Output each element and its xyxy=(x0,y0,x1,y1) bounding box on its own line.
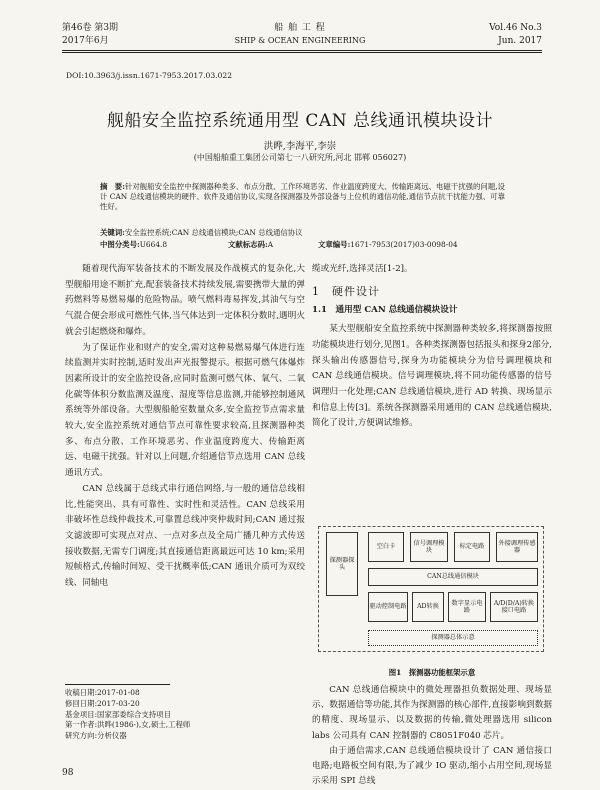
paragraph: CAN 总线通信模块中的微处理器担负数据处理、现场显示、数据通信等功能,其作为探测器的核心部件,直接影响到数据的精度、现场显示、以及数据的传输,微处理器选用 silicon labs 公司具有 CAN 控制器的 C8051F040 芯片。 xyxy=(312,685,552,741)
keywords-text: 安全监控系统;CAN 总线通信模块;CAN 总线通信协议 xyxy=(124,228,303,237)
paragraph: 缆或光纤,选择灵活[1-2]。 xyxy=(312,264,413,274)
keywords xyxy=(100,228,505,238)
figure-1 xyxy=(312,520,552,670)
article-number xyxy=(318,240,458,250)
fund-project: 基金项目:国家部委综合支持项目 xyxy=(65,709,171,719)
footnotes xyxy=(65,688,305,742)
date-en: Jun. 2017 xyxy=(498,36,542,46)
authors: 洪晔,李海平,李崇 xyxy=(263,141,337,152)
article-title: 舰船安全监控系统通用型 CAN 总线通讯模块设计 xyxy=(107,111,493,131)
paragraph: CAN 总线属于总线式串行通信网络,与一般的通信总线相比,性能突出、具有可靠性、实时性和灵活性。CAN 总线采用非破坏性总线仲裁技术,可靠置总线冲突仲裁时间;CAN 通过报文滤波即可实现点对点、一点对多点及全局广播几种方式传送接收数据,无需专门调度;其直接通信距离最远可达 10 km;采用短帧格式,传输时间短、受干扰概率低;CAN 通讯介质可为双绞线、同轴电 xyxy=(65,483,305,589)
paragraph: 为了保证作业和财产的安全,需对这种易燃易爆气体进行连续监测并实时控制,适时发出声光报警提示。根据可燃气体爆炸因素所设计的安全监控设备,应同时监测可燃气体、氧气、二氧化碳等体积分数监测及温度、湿度等信息监测,并能够控制通风系统等外部设备。大型舰船舱室数量众多,安全监控节点需求量较大,安全监控系统对通信节点可靠性要求较高,且探测器种类多、布点分散、工作环境恶劣、作业温度跨度大、传输距离远、电磁干扰强。针对以上问题,介绍通信节点选用 CAN 总线通讯方式。 xyxy=(65,342,305,479)
abstract-label: 摘 要: xyxy=(100,182,125,191)
figure-block: 空白卡 xyxy=(368,532,404,562)
left-column xyxy=(65,262,305,592)
doc-code-value: A xyxy=(267,240,274,249)
clc-value: U664.8 xyxy=(139,240,168,249)
research-field: 研究方向:分析仪器 xyxy=(65,731,127,741)
date-cn: 2017年6月 xyxy=(62,36,109,46)
doc-code-label: 文献标志码: xyxy=(228,240,268,249)
figure-block: 探测器探头 xyxy=(326,532,358,596)
abstract xyxy=(100,182,505,212)
clc-label: 中图分类号: xyxy=(100,240,140,249)
paragraph: 某大型舰船安全监控系统中探测器种类较多,将探测器按照功能模块进行划分,见图1。各种类探测器包括报头和探身2部分,探头输出传感器信号,探身为功能模块分为信号调理模块和 CAN 总线通信模块。信号调理模块,将不同功能传感器的信号调理归一化处理;CAN 总线通信模块,进行 AD 转换、现场显示和信息上传[3]。系统各探测器采用通用的 CAN 总线通信模块,简化了设计,方便调试维修。 xyxy=(312,324,552,429)
article-no-value: 1671-7953(2017)03-0098-04 xyxy=(350,240,458,249)
figure-block: AD转换 xyxy=(412,592,444,622)
right-column xyxy=(312,262,552,432)
first-author: 第一作者:洪晔(1986-),女,硕士,工程师 xyxy=(65,720,191,730)
right-column-lower xyxy=(312,683,552,789)
clc-number xyxy=(100,240,167,250)
paragraph: 随着现代海军装备技术的不断发展及作战模式的复杂化,大型舰船用途不断扩充,配套装备技术持续发展,需要携带大量的弹药燃料等易燃易爆的危险物品。喷气燃料毒易挥发,其油气与空气混合便会形成可燃性气体,当气体达到一定体积分数时,遇明火就会引起燃烧和爆炸。 xyxy=(65,264,305,337)
figure-block: 外接调理传感器 xyxy=(496,532,538,562)
volume-issue-en: Vol.46 No.3 xyxy=(489,23,542,33)
figure-block: 数字显示电路 xyxy=(448,592,486,622)
subsection-heading: 1.1 通用型 CAN 总线通信模块设计 xyxy=(312,305,458,316)
figure-block: 标定电路 xyxy=(454,532,490,562)
footnote-rule xyxy=(65,684,170,685)
figure-block: CAN总线通信模块 xyxy=(368,568,538,586)
affiliation: (中国船舶重工集团公司第七一八研究所,河北 邯郸 056027) xyxy=(193,153,407,162)
received-date: 收稿日期:2017-01-08 xyxy=(65,688,140,697)
header-rule-thin xyxy=(62,52,542,53)
header-rule xyxy=(62,50,542,51)
paragraph: 由于通信需求,CAN 总线通信模块设计了 CAN 通信接口电路;电路板空间有限,为了减少 IO 驱动,缩小占用空间,现场显示采用 SPI 总线 xyxy=(312,745,552,787)
doi: DOI:10.3963/j.issn.1671-7953.2017.03.022 xyxy=(66,71,233,80)
journal-title-cn: 船 舶 工 程 xyxy=(274,23,326,33)
figure-block: A/D(D/A)转换接口电路 xyxy=(490,592,538,622)
journal-title-en: SHIP & OCEAN ENGINEERING xyxy=(234,36,366,45)
figure-block: 驱动控制电路 xyxy=(368,592,408,622)
article-no-label: 文章编号: xyxy=(318,240,351,249)
figure-block: 信号调理模块 xyxy=(410,532,448,562)
revised-date: 修回日期:2017-03-20 xyxy=(65,698,140,708)
figure-caption: 图1 探测器功能框架示意 xyxy=(388,668,476,677)
document-code xyxy=(228,240,273,250)
page-number: 98 xyxy=(62,768,74,778)
volume-issue-cn: 第46卷 第3期 xyxy=(62,23,119,33)
section-heading: 1 硬件设计 xyxy=(312,284,380,298)
figure-block: 探测器总体示意 xyxy=(368,630,538,646)
keywords-label: 关键词: xyxy=(100,228,125,237)
abstract-text: 针对舰船安全监控中探测器种类多、布点分散、工作环境恶劣、作业温度跨度大、传输距离远、电磁干扰强的问题,设计 CAN 总线通信模块的硬件、软件及通信协议,实现各探测器及外部设备与上位机的通信功能,通信节点抗干扰能力强、可靠性好。 xyxy=(100,182,505,211)
